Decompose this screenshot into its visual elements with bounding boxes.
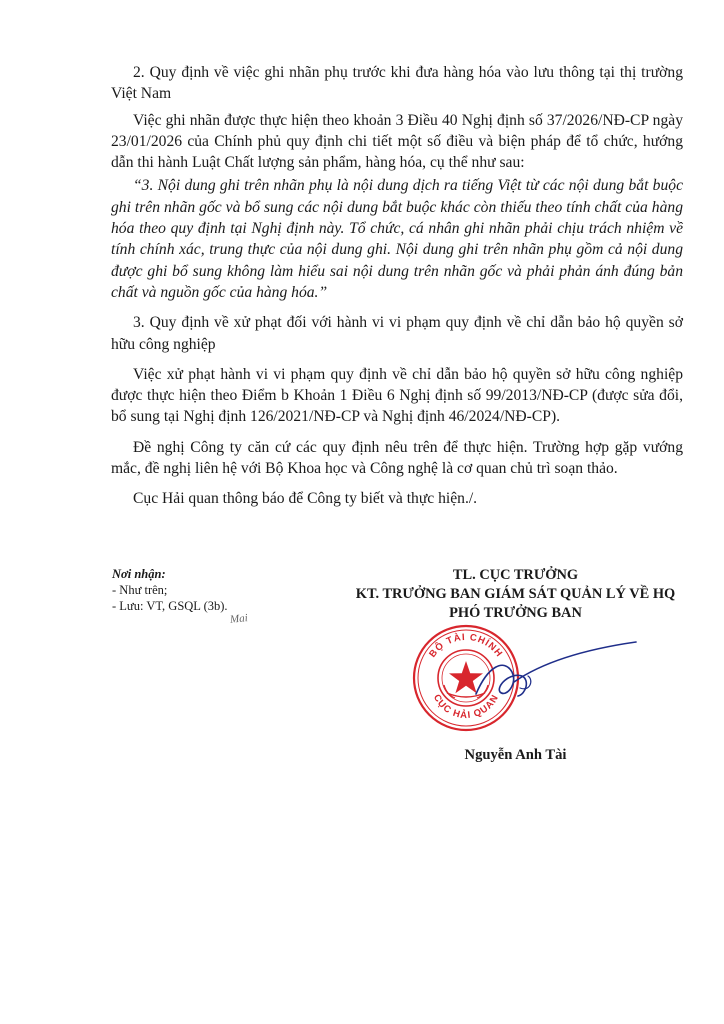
- seal-bottom-text: CỤC HẢI QUAN: [430, 692, 502, 722]
- signer-line-2: KT. TRƯỞNG BAN GIÁM SÁT QUẢN LÝ VỀ HQ: [355, 586, 676, 602]
- closing-paragraph: Cục Hải quan thông báo để Công ty biết và thực hiện./.: [133, 490, 478, 508]
- document-body: [111, 62, 683, 510]
- signer-line-1: TL. CỤC TRƯỞNG: [452, 567, 579, 583]
- signer-line-3: PHÓ TRƯỞNG BAN: [449, 605, 582, 621]
- quoted-regulation: “3. Nội dung ghi trên nhãn phụ là nội dung dịch ra tiếng Việt từ các nội dung bắt buộc ghi trên nhãn gốc và bổ sung các nội dung bắt buộc khác còn thiếu theo tính chất của hàng hóa theo quy định tại Nghị định này. Tổ chức, cá nhân ghi nhãn phải chịu trách nhiệm về tính chính xác, trung thực của nội dung ghi. Nội dung ghi trên nhãn phụ gồm cả nội dung được ghi bổ sung không làm hiểu sai nội dung trên nhãn gốc và phải phản ánh đúng bản chất và nguồn gốc của hàng hóa.”: [111, 177, 683, 301]
- signer-name: Nguyễn Anh Tài: [464, 747, 567, 763]
- recipient-item: - Như trên;: [112, 583, 168, 597]
- handwritten-initials: Mai: [229, 612, 249, 626]
- section-2-heading: 2. Quy định về việc ghi nhãn phụ trước khi đưa hàng hóa vào lưu thông tại thị trường Việt Nam: [111, 64, 683, 103]
- signer-block: [318, 566, 713, 623]
- request-paragraph: Đề nghị Công ty căn cứ các quy định nêu trên để thực hiện. Trường hợp gặp vướng mắc, đề nghị liên hệ với Bộ Khoa học và Công nghệ là cơ quan chủ trì soạn thảo.: [111, 438, 683, 478]
- recipients-block: [112, 566, 228, 614]
- seal-top-text: BỘ TÀI CHÍNH: [427, 631, 505, 660]
- recipients-title: Nơi nhận:: [112, 567, 166, 581]
- recipient-item: - Lưu: VT, GSQL (3b).: [112, 599, 228, 613]
- section-3-heading: 3. Quy định về xử phạt đối với hành vi vi phạm quy định về chỉ dẫn bảo hộ quyền sở hữu công nghiệp: [111, 314, 683, 353]
- section-2-text: Việc ghi nhãn được thực hiện theo khoản 3 Điều 40 Nghị định số 37/2026/NĐ-CP ngày 23/01/2026 của Chính phủ quy định chi tiết một số điều và biện pháp để tổ chức, hướng dẫn thi hành Luật Chất lượng sản phẩm, hàng hóa, cụ thể như sau:: [111, 111, 683, 172]
- section-3-text: Việc xử phạt hành vi vi phạm quy định về chỉ dẫn bảo hộ quyền sở hữu công nghiệp được thực hiện theo Điểm b Khoản 1 Điều 6 Nghị định số 99/2013/NĐ-CP (được sửa đổi, bổ sung tại Nghị định 126/2021/NĐ-CP và Nghị định 46/2024/NĐ-CP).: [111, 365, 683, 426]
- handwritten-signature: [470, 636, 640, 706]
